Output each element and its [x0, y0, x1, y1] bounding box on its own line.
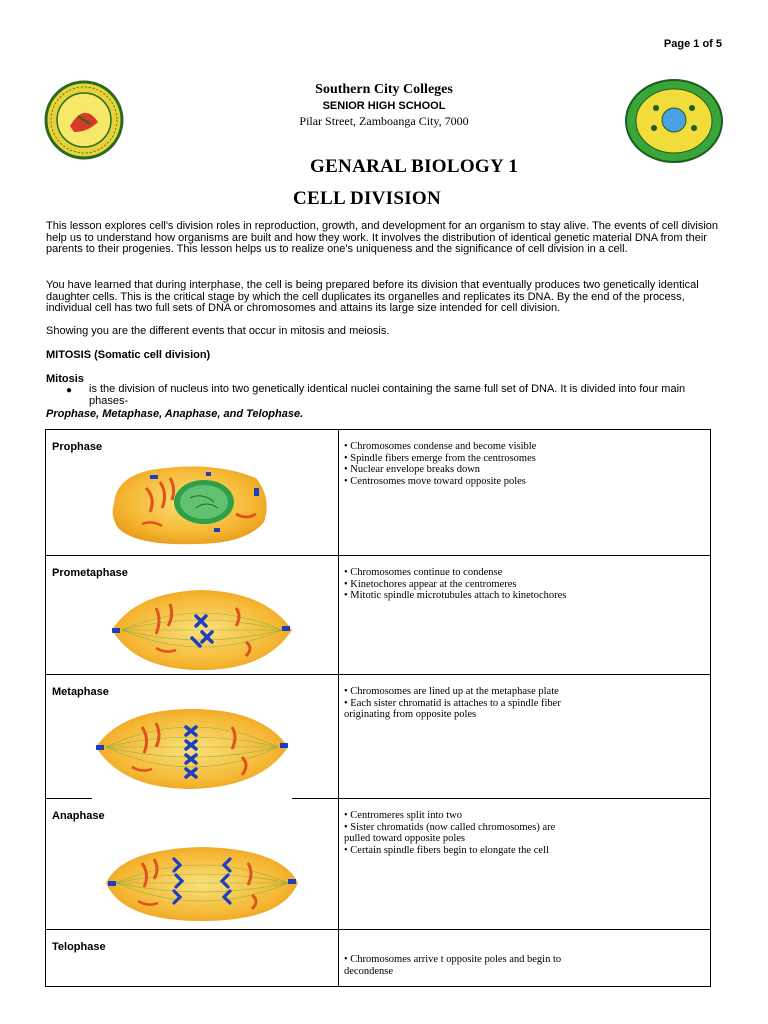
paragraph-interphase: You have learned that during interphase, the cell is being prepared before its division that eventually produces two genetically identical daughter cells. This is the critical stage by which the cell duplicates its organelles and replicates its DNA. By the end of the process, individual cell has two full sets of DNA or chromosomes and attains its large size intended for cell division. — [46, 279, 699, 314]
phase-notes — [344, 567, 574, 602]
mitosis-heading: MITOSIS (Somatic cell division) — [46, 349, 211, 361]
phase-label: Prophase — [52, 441, 103, 453]
note: • Sister chromatids (now called chromosomes) are pulled toward opposite poles — [344, 821, 556, 845]
note: • Spindle fibers emerge from the centrosomes — [344, 452, 536, 464]
note: • Kinetochores appear at the centromeres — [344, 578, 517, 590]
note: • Chromosomes arrive t opposite poles and begin to decondense — [344, 954, 562, 977]
paragraph-showing: Showing you are the different events that occur in mitosis and meiosis. — [46, 325, 390, 337]
prophase-cell-image — [106, 458, 274, 550]
header — [0, 78, 768, 158]
lesson-title: CELL DIVISION — [293, 188, 442, 209]
table-row — [46, 556, 710, 674]
note: • Chromosomes condense and become visible — [344, 441, 537, 452]
note: • Each sister chromatid is attaches to a spindle fiber originating from opposite poles — [344, 697, 561, 721]
prometaphase-cell-image — [106, 586, 296, 674]
mitosis-subheading: Mitosis — [46, 373, 84, 385]
school-name: Southern City Colleges — [315, 82, 453, 97]
course-title: GENARAL BIOLOGY 1 — [310, 156, 519, 177]
paragraph-intro: This lesson explores cell's division roles in reproduction, growth, and development for an organism to stay alive. The events of cell division help us to understand how organisms are built and how they work. It involves the distribution of identical genetic material DNA from their parents to their progenies. This lesson helps us to realize one's uniqueness and the significance of cell division in a cell. — [46, 220, 719, 255]
phase-notes — [344, 810, 574, 857]
phase-notes — [344, 441, 574, 488]
bullet-icon: ● — [66, 385, 73, 396]
mitosis-definition: is the division of nucleus into two genetically identical nuclei containing the same full set of DNA. It is divided into four main phases- — [89, 383, 686, 407]
phase-label: Metaphase — [52, 686, 109, 698]
page-number: Page 1 of 5 — [663, 38, 722, 50]
note: • Certain spindle fibers begin to elongate the cell — [344, 845, 549, 857]
table-row — [46, 675, 710, 798]
note: • Mitotic spindle microtubules attach to kinetochores — [344, 590, 567, 602]
table-row — [46, 430, 710, 555]
image-gap — [102, 925, 302, 928]
school-sub: SENIOR HIGH SCHOOL — [322, 100, 446, 112]
note: • Nuclear envelope breaks down — [344, 464, 481, 476]
phase-label: Telophase — [52, 941, 106, 953]
school-address: Pilar Street, Zamboanga City, 7000 — [299, 114, 469, 128]
note: • Centrosomes move toward opposite poles — [344, 476, 526, 488]
metaphase-cell-image — [92, 707, 292, 795]
table-row — [46, 930, 710, 987]
table-row — [46, 799, 710, 929]
note: • Chromosomes are lined up at the metaphase plate — [344, 686, 559, 697]
phases-table — [45, 429, 711, 987]
phase-notes — [344, 686, 574, 721]
phase-label: Anaphase — [52, 810, 105, 822]
note: • Centromeres split into two — [344, 810, 462, 821]
note: • Chromosomes continue to condense — [344, 567, 503, 578]
phase-label: Prometaphase — [52, 567, 128, 579]
shs-department-seal-icon — [624, 78, 724, 164]
phases-line: Prophase, Metaphase, Anaphase, and Telophase. — [46, 408, 304, 420]
phase-notes — [344, 954, 574, 977]
anaphase-cell-image — [102, 843, 302, 925]
